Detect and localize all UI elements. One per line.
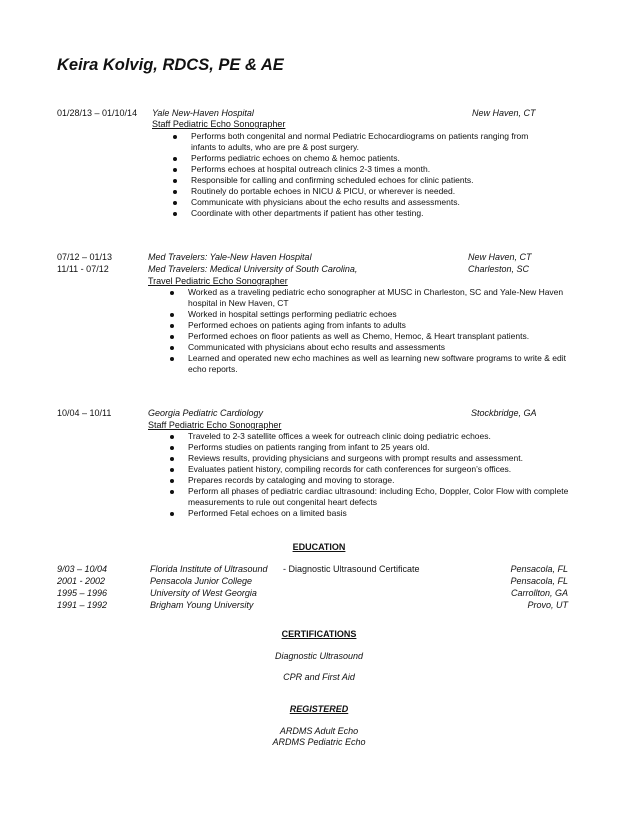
edu1-detail: - Diagnostic Ultrasound Certificate [283,564,420,574]
edu3-school: University of West Georgia [150,588,257,598]
job3-employer: Georgia Pediatric Cardiology [148,408,264,418]
job2-location-2: Charleston, SC [468,264,530,274]
job2-dates-1: 07/12 – 01/13 [57,252,113,262]
list-item: Performed Fetal echoes on a limited basis [170,508,570,519]
job3-duties [170,431,570,519]
registered-item: ARDMS Pediatric Echo [272,737,366,747]
edu1-dates: 9/03 – 10/04 [57,564,108,574]
certifications-heading: CERTIFICATIONS [281,629,357,639]
list-item: Communicated with physicians about echo results and assessments [170,342,582,353]
education-heading: EDUCATION [292,542,346,552]
list-item: Perform all phases of pediatric cardiac ultrasound: including Echo, Doppler, Color Flow with complete measurements to rule out congenital heart defects [170,486,570,508]
list-item: Communicate with physicians about the echo results and assessments. [173,197,553,208]
list-item: Performs both congenital and normal Pediatric Echocardiograms on patients ranging from infants to adults, who are pre & post surgery. [173,131,553,153]
job2-employer-1: Med Travelers: Yale-New Haven Hospital [148,252,312,262]
list-item: Coordinate with other departments if patient has other testing. [173,208,553,219]
edu4-dates: 1991 – 1992 [57,600,108,610]
job1-location: New Haven, CT [472,108,536,118]
job2-dates-2: 11/11 - 07/12 [57,264,109,274]
job3-title: Staff Pediatric Echo Sonographer [148,420,282,430]
job2-location-1: New Haven, CT [468,252,532,262]
edu2-location: Pensacola, FL [510,576,568,586]
job1-duties [173,131,553,219]
edu4-location: Provo, UT [527,600,568,610]
list-item: Responsible for calling and confirming scheduled echoes for clinic patients. [173,175,553,186]
job3-dates: 10/04 – 10/11 [57,408,112,418]
edu3-location: Carrollton, GA [510,588,568,598]
list-item: Performs pediatric echoes on chemo & hemoc patients. [173,153,553,164]
resume-name: Keira Kolvig, RDCS, PE & AE [57,56,284,74]
job2-employer-2: Med Travelers: Medical University of South Carolina, [148,264,358,274]
certification-item: Diagnostic Ultrasound [274,651,364,661]
list-item: Worked as a traveling pediatric echo sonographer at MUSC in Charleston, SC and Yale-New Haven hospital in New Haven, CT [170,287,582,309]
list-item: Evaluates patient history, compiling records for cath conferences for surgeon’s offices. [170,464,570,475]
registered-heading: REGISTERED [289,704,349,714]
edu4-school: Brigham Young University [150,600,254,610]
list-item: Learned and operated new echo machines as well as learning new software programs to write & edit echo reports. [170,353,582,375]
job1-title: Staff Pediatric Echo Sonographer [152,119,286,129]
job2-title: Travel Pediatric Echo Sonographer [148,276,288,286]
list-item: Performs echoes at hospital outreach clinics 2-3 times a month. [173,164,553,175]
edu3-dates: 1995 – 1996 [57,588,108,598]
list-item: Reviews results, providing physicians and surgeons with prompt results and assessment. [170,453,570,464]
certification-item: CPR and First Aid [283,672,355,682]
list-item: Worked in hospital settings performing pediatric echoes [170,309,582,320]
edu1-location: Pensacola, FL [510,564,568,574]
job1-dates: 01/28/13 – 01/10/14 [57,108,138,118]
list-item: Routinely do portable echoes in NICU & PICU, or wherever is needed. [173,186,553,197]
job2-duties [170,287,582,375]
job3-location: Stockbridge, GA [471,408,537,418]
list-item: Prepares records by cataloging and moving to storage. [170,475,570,486]
edu2-school: Pensacola Junior College [150,576,253,586]
list-item: Performed echoes on floor patients as well as Chemo, Hemoc, & Heart transplant patients. [170,331,582,342]
edu2-dates: 2001 - 2002 [57,576,106,586]
list-item: Performed echoes on patients aging from infants to adults [170,320,582,331]
edu1-school: Florida Institute of Ultrasound [150,564,268,574]
registered-item: ARDMS Adult Echo [279,726,359,736]
job1-employer: Yale New-Haven Hospital [152,108,254,118]
list-item: Performs studies on patients ranging from infant to 25 years old. [170,442,570,453]
list-item: Traveled to 2-3 satellite offices a week for outreach clinic doing pediatric echoes. [170,431,570,442]
